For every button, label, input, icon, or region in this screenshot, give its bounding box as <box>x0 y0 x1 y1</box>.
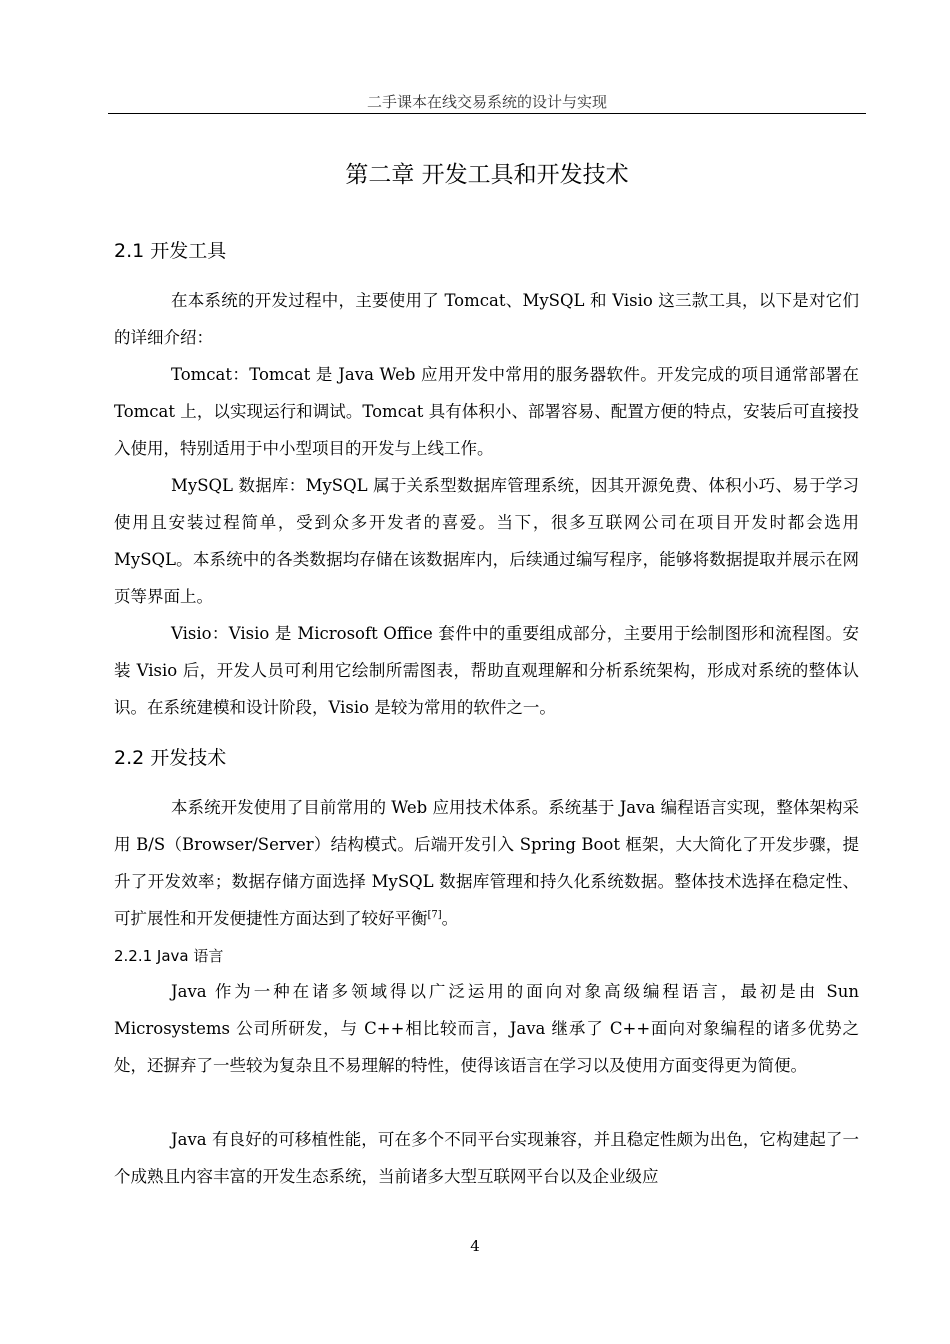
running-header: 二手课本在线交易系统的设计与实现 <box>108 92 866 114</box>
section-heading-2-1: 2.1 开发工具 <box>114 240 227 262</box>
paragraph-java-intro: Java 作为一种在诸多领域得以广泛运用的面向对象高级编程语言，最初是由 Sun Microsystems 公司所研发，与 C++相比较而言，Java 继承了 C++面向对象编程的诸多优势之处，还摒弃了一些较为复杂且不易理解的特性，使得该语言在学习以及使用方面变得更为简便。 <box>114 982 859 1075</box>
paragraph-java-portability: Java 有良好的可移植性能，可在多个不同平台实现兼容，并且稳定性颇为出色，它构建起了一个成熟且内容丰富的开发生态系统，当前诸多大型互联网平台以及企业级应 <box>114 1130 859 1186</box>
paragraph-visio: Visio：Visio 是 Microsoft Office 套件中的重要组成部分，主要用于绘制图形和流程图。安装 Visio 后，开发人员可利用它绘制所需图表，帮助直观理解和分析系统架构，形成对系统的整体认识。在系统建模和设计阶段，Visio 是较为常用的软件之一。 <box>114 624 859 717</box>
tech-overview-text: 本系统开发使用了目前常用的 Web 应用技术体系。系统基于 Java 编程语言实现，整体架构采用 B/S（Browser/Server）结构模式。后端开发引入 Spring Boot 框架，大大简化了开发步骤，提升了开发效率；数据存储方面选择 MySQL 数据库管理和持久化系统数据。整体技术选择在稳定性、可扩展性和开发便捷性方面达到了较好平衡 <box>114 798 859 928</box>
tech-overview-end: 。 <box>441 909 459 928</box>
paragraph-tools-intro: 在本系统的开发过程中，主要使用了 Tomcat、MySQL 和 Visio 这三款工具，以下是对它们的详细介绍： <box>114 291 859 347</box>
paragraph-tech-overview <box>114 789 859 937</box>
section-heading-2-2: 2.2 开发技术 <box>114 747 227 769</box>
page-number: 4 <box>470 1237 480 1255</box>
section-heading-2-2-1: 2.2.1 Java 语言 <box>114 947 224 965</box>
paragraph-tomcat: Tomcat：Tomcat 是 Java Web 应用开发中常用的服务器软件。开发完成的项目通常部署在 Tomcat 上，以实现运行和调试。Tomcat 具有体积小、部署容易、配置方便的特点，安装后可直接投入使用，特别适用于中小型项目的开发与上线工作。 <box>114 365 859 458</box>
paragraph-mysql: MySQL 数据库：MySQL 属于关系型数据库管理系统，因其开源免费、体积小巧、易于学习使用且安装过程简单，受到众多开发者的喜爱。当下，很多互联网公司在项目开发时都会选用 MySQL。本系统中的各类数据均存储在该数据库内，后续通过编写程序，能够将数据提取并展示在网页等界面上。 <box>114 476 859 606</box>
chapter-title: 第二章 开发工具和开发技术 <box>345 162 629 188</box>
citation-7: [7] <box>427 909 442 921</box>
